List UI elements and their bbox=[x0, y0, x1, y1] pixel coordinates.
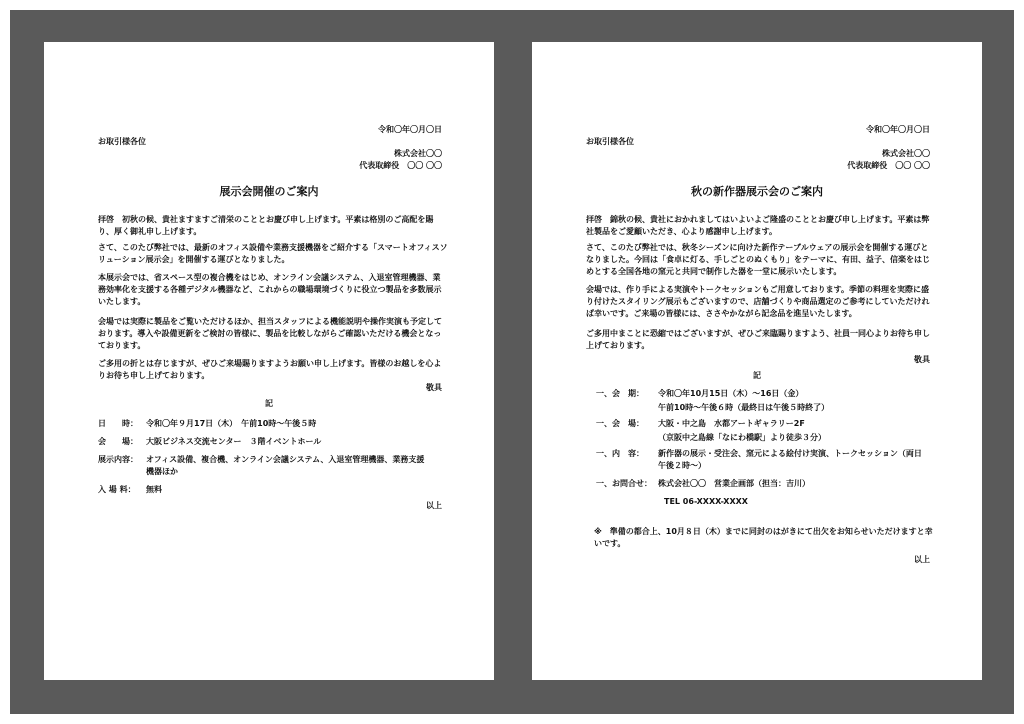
detail-value: 新作器の展示・受注会、窯元による絵付け実演、トークセッション（両日 bbox=[658, 449, 922, 458]
attendance-note: ※ 準備の都合上、10月８日（木）までに同封のはがきにて出欠をお知らせいただけますと幸いです。 bbox=[594, 527, 933, 548]
detail-row-fee bbox=[98, 484, 162, 496]
detail-label: 一、お問合せ： bbox=[596, 479, 652, 488]
paragraph-intro: さて、このたび弊社では、秋冬シーズンに向けた新作テーブルウェアの展示会を開催する運びとなりました。今回は「食卓に灯る、手しごとのぬくもり」をテーマに、有田、益子、信楽をはじめとする全国各地の窯元と共同で制作した器を一堂に展示いたします。 bbox=[586, 243, 930, 276]
detail-value: 令和〇年９月17日（木） 午前10時〜午後５時 bbox=[146, 419, 317, 428]
detail-row-contact-tel bbox=[602, 496, 748, 508]
detail-row-datetime bbox=[98, 418, 316, 430]
detail-value: 機器ほか bbox=[146, 467, 178, 476]
detail-label: 会 場： bbox=[98, 437, 138, 446]
letter-title: 秋の新作器展示会のご案内 bbox=[691, 185, 823, 198]
detail-row-venue bbox=[596, 418, 805, 430]
paragraph-closing-request: ご多用の折とは存じますが、ぜひご来場賜りますようお願い申し上げます。皆様のお越しを心よりお待ち申し上げております。 bbox=[98, 359, 442, 380]
detail-row-content-cont bbox=[596, 460, 706, 472]
sender-representative: 代表取締役 〇〇 〇〇 bbox=[359, 161, 442, 170]
sender-company: 株式会社〇〇 bbox=[882, 149, 930, 158]
ki-heading: 記 bbox=[753, 371, 761, 380]
detail-value: 午後２時〜） bbox=[658, 461, 706, 470]
detail-value: （京阪中之島線「なにわ橋駅」より徒歩３分） bbox=[658, 433, 826, 442]
page-right bbox=[532, 42, 982, 680]
detail-row-content bbox=[596, 448, 922, 460]
detail-row-venue-cont bbox=[596, 432, 826, 444]
paragraph-exhibits: 本展示会では、省スペース型の複合機をはじめ、オンライン会議システム、入退室管理機器、業務効率化を支援する各種デジタル機器など、これからの職場環境づくりに役立つ製品を多数展示いたします。 bbox=[98, 273, 442, 306]
detail-row-contact bbox=[596, 478, 810, 490]
page-left bbox=[44, 42, 494, 680]
detail-value: 午前10時〜午後６時（最終日は午後５時終了） bbox=[658, 403, 830, 412]
paragraph-venue-info: 会場では、作り手による実演やトークセッションもご用意しております。季節の料理を実際に盛り付けたスタイリング展示もございますので、店舗づくりや商品選定のご参考にしていただければ幸いです。ご来場の皆様には、ささやかながら記念品を進呈いたします。 bbox=[586, 285, 930, 318]
paragraph-closing-request: ご多用中まことに恐縮ではございますが、ぜひご来臨賜りますよう、社員一同心よりお待ち申し上げております。 bbox=[586, 329, 930, 350]
letter-recipient: お取引様各位 bbox=[586, 137, 634, 146]
paragraph-venue-info: 会場では実際に製品をご覧いただけるほか、担当スタッフによる機能説明や操作実演も予定しております。導入や設備更新をご検討の皆様に、製品を比較しながらご確認いただける機会となっております。 bbox=[98, 317, 442, 350]
detail-label: 入 場 料： bbox=[98, 485, 136, 494]
detail-label: 展示内容： bbox=[98, 455, 138, 464]
letter-title: 展示会開催のご案内 bbox=[219, 185, 319, 198]
closing-keigu: 敬具 bbox=[914, 355, 930, 364]
detail-value: 大阪・中之島 水都アートギャラリー2F bbox=[658, 419, 805, 428]
letter-date: 令和〇年〇月〇日 bbox=[866, 125, 930, 134]
detail-value: 大阪ビジネス交流センター ３階イベントホール bbox=[146, 437, 322, 446]
document-canvas bbox=[10, 10, 1014, 714]
detail-row-period bbox=[596, 388, 803, 400]
detail-row-period-cont bbox=[596, 402, 829, 414]
detail-label: 一、会 期： bbox=[596, 389, 644, 398]
letter-date: 令和〇年〇月〇日 bbox=[378, 125, 442, 134]
closing-ijo: 以上 bbox=[914, 555, 930, 564]
paragraph-intro: さて、このたび弊社では、最新のオフィス設備や業務支援機器をご紹介する「スマートオフィスソリューション展示会」を開催する運びとなりました。 bbox=[98, 243, 448, 264]
letter-recipient: お取引様各位 bbox=[98, 137, 146, 146]
detail-value: 令和〇年10月15日（木）〜16日（金） bbox=[658, 389, 804, 398]
sender-representative: 代表取締役 〇〇 〇〇 bbox=[847, 161, 930, 170]
detail-label: 一、内 容： bbox=[596, 449, 644, 458]
paragraph-greeting: 拝啓 錦秋の候、貴社におかれましてはいよいよご隆盛のこととお慶び申し上げます。平素は弊社製品をご愛顧いただき、心より感謝申し上げます。 bbox=[586, 215, 930, 236]
detail-value: オフィス設備、複合機、オンライン会議システム、入退室管理機器、業務支援 bbox=[146, 455, 425, 464]
detail-value: 無料 bbox=[146, 485, 162, 494]
detail-value: TEL 06-XXXX-XXXX bbox=[664, 497, 748, 506]
detail-value: 株式会社〇〇 営業企画部（担当：吉川） bbox=[658, 479, 810, 488]
detail-row-venue bbox=[98, 436, 321, 448]
detail-row-content bbox=[98, 454, 424, 466]
paragraph-greeting: 拝啓 初秋の候、貴社ますますご清栄のこととお慶び申し上げます。平素は格別のご高配を賜り、厚く御礼申し上げます。 bbox=[98, 215, 434, 236]
detail-label: 一、会 場： bbox=[596, 419, 644, 428]
sender-company: 株式会社〇〇 bbox=[394, 149, 442, 158]
ki-heading: 記 bbox=[265, 399, 273, 408]
detail-label: 日 時： bbox=[98, 419, 138, 428]
closing-keigu: 敬具 bbox=[426, 383, 442, 392]
closing-ijo: 以上 bbox=[426, 501, 442, 510]
detail-row-content-cont bbox=[98, 466, 178, 478]
